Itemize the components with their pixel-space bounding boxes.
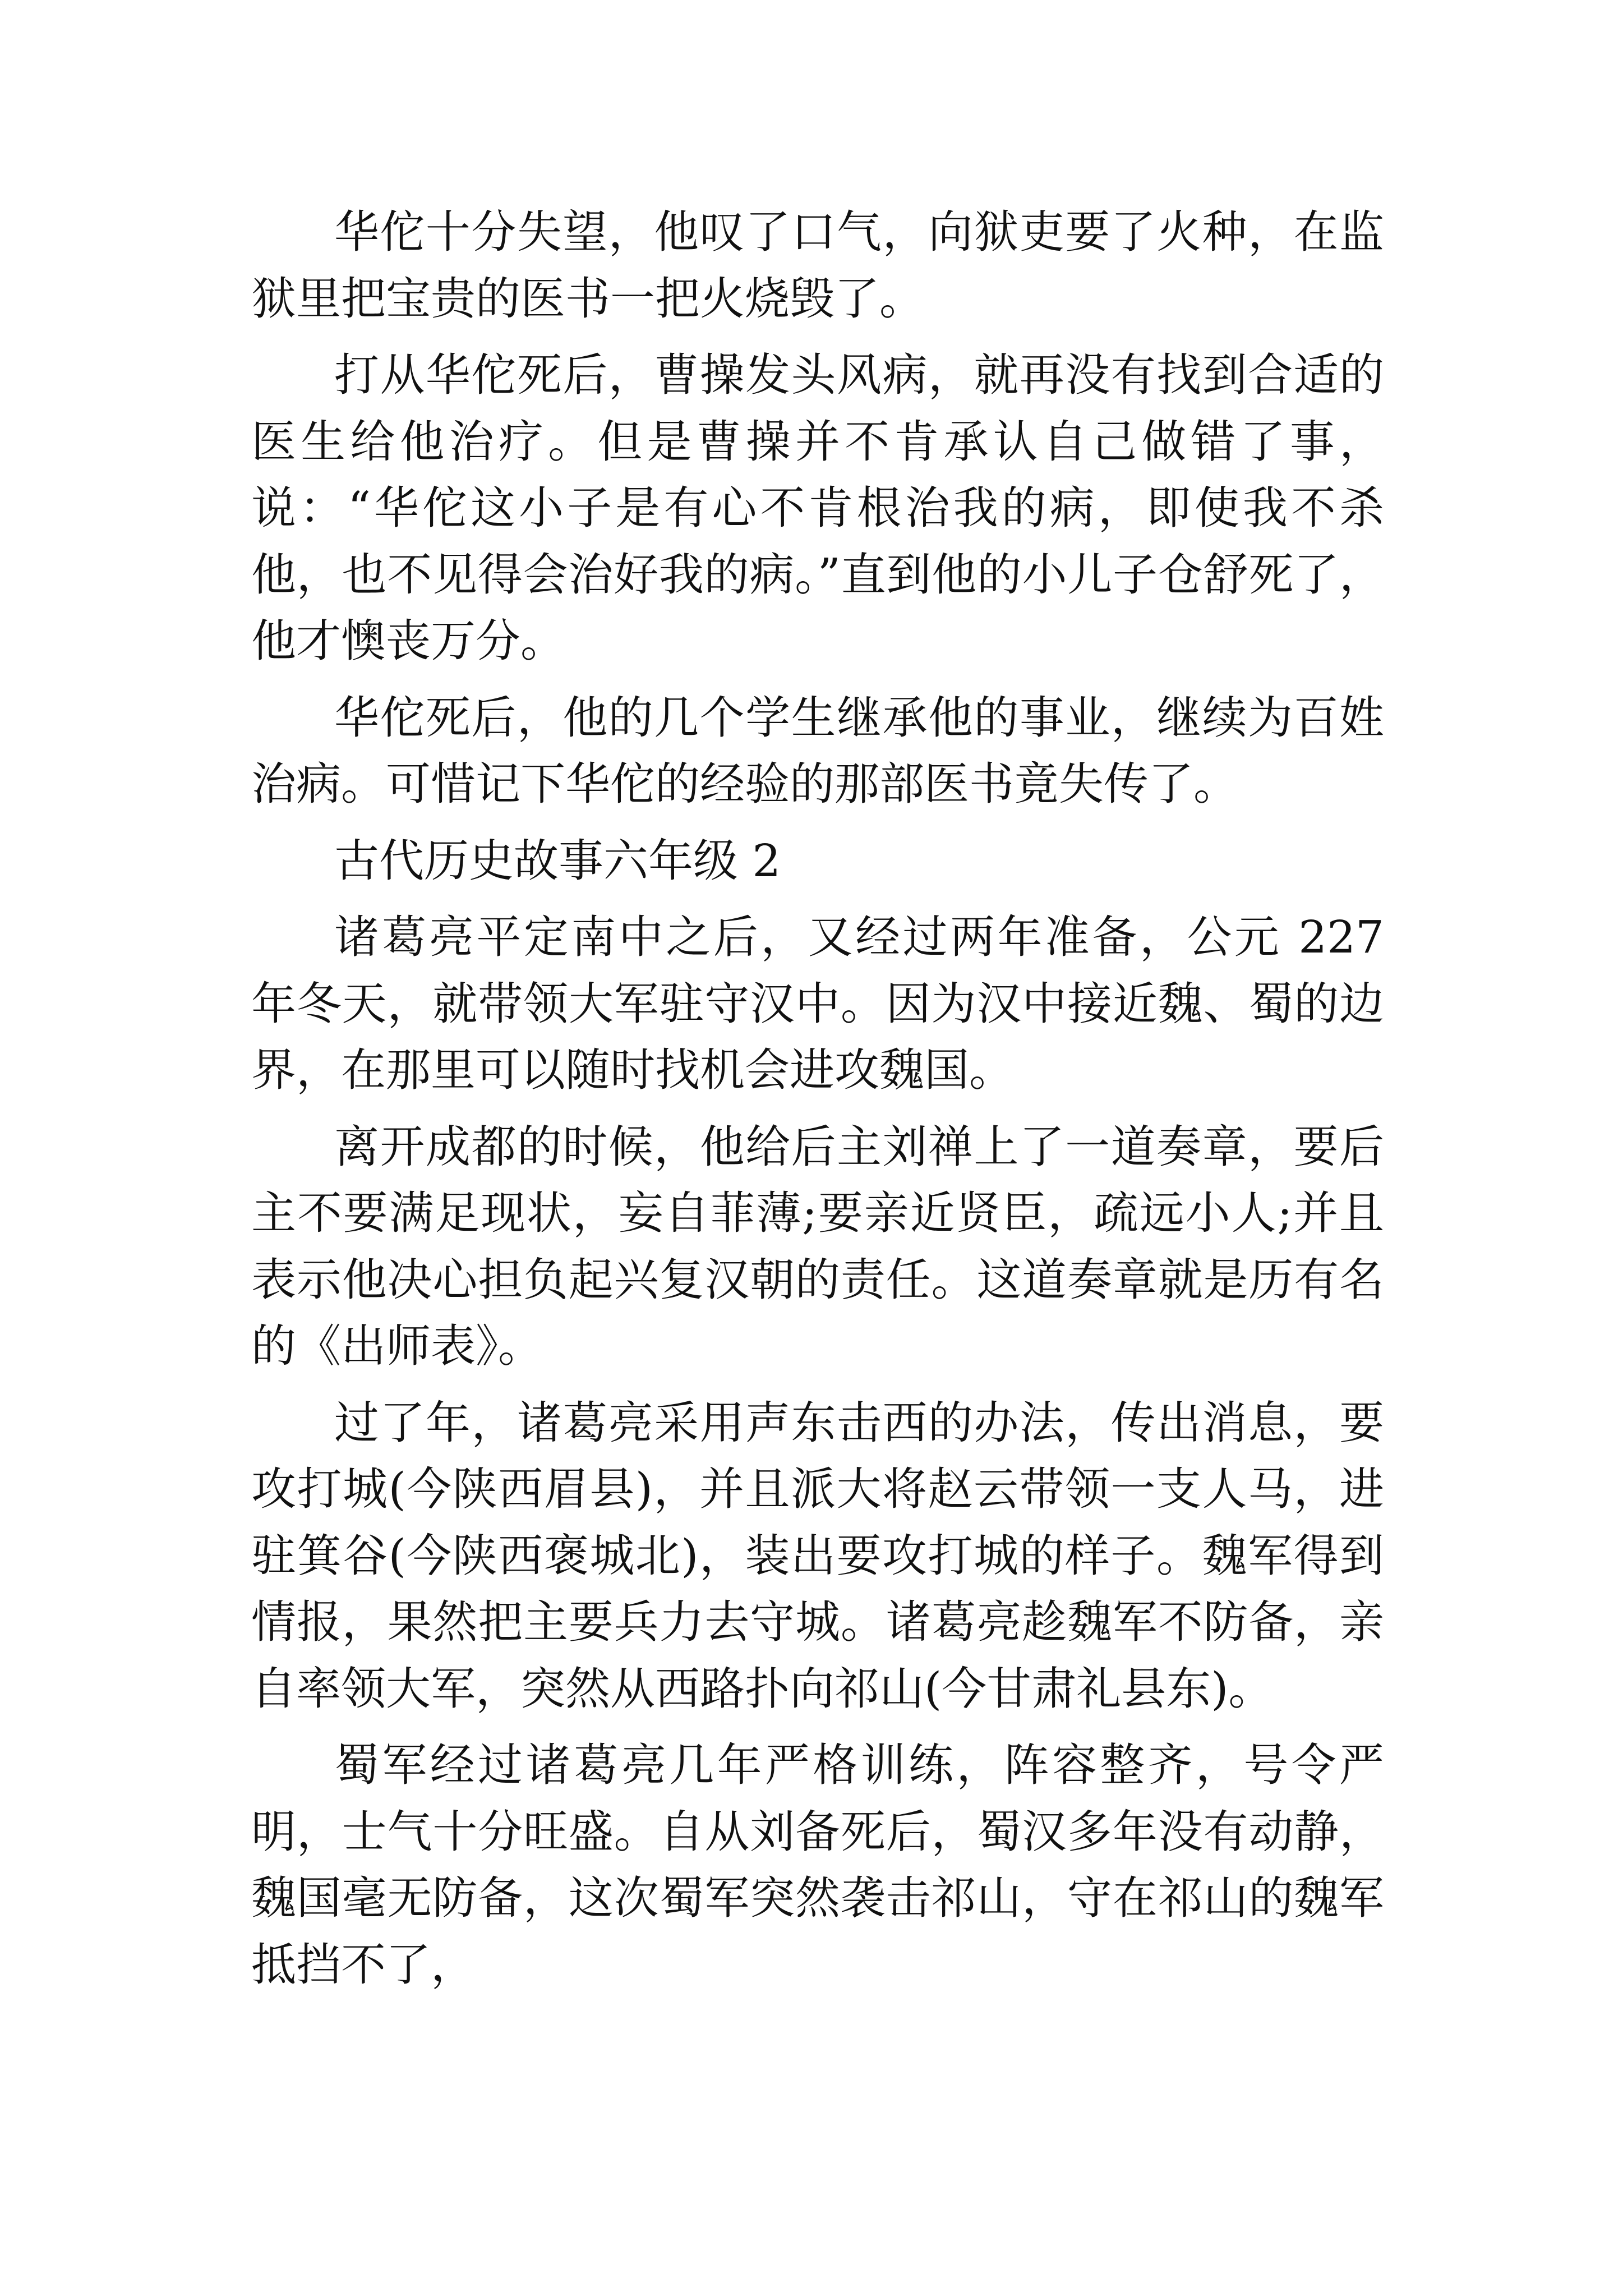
paragraph-cao-cao-regret: 打从华佗死后，曹操发头风病，就再没有找到合适的医生给他治疗。但是曹操并不肯承认自己做错了事，说：“华佗这小子是有心不肯根治我的病，即使我不杀他，也不见得会治好我的病。”直到他的小儿子仓舒死了，他才懊丧万分。 — [251, 349, 1384, 667]
paragraph-students-continue: 华佗死后，他的几个学生继承他的事业，继续为百姓治病。可惜记下华佗的经验的那部医书竟失传了。 — [251, 691, 1384, 810]
section-title: 古代历史故事六年级 2 — [334, 834, 781, 887]
paragraph-shu-army-qishan: 蜀军经过诸葛亮几年严格训练，阵容整齐，号令严明，士气十分旺盛。自从刘备死后，蜀汉多年没有动静，魏国毫无防备，这次蜀军突然袭击祁山，守在祁山的魏军抵挡不了， — [251, 1739, 1384, 1991]
paragraph-chu-shi-biao: 离开成都的时候，他给后主刘禅上了一道奏章，要后主不要满足现状，妄自菲薄;要亲近贤臣，疏远小人;并且表示他决心担负起兴复汉朝的责任。这道奏章就是历有名的《出师表》。 — [251, 1120, 1384, 1372]
paragraph-zhuge-liang-hanzhong: 诸葛亮平定南中之后，又经过两年准备，公元 227 年冬天，就带领大军驻守汉中。因为汉中接近魏、蜀的边界，在那里可以随时找机会进攻魏国。 — [251, 911, 1384, 1096]
document-body — [251, 199, 1384, 2008]
paragraph-hua-tuo-burns-book: 华佗十分失望，他叹了口气，向狱吏要了火种，在监狱里把宝贵的医书一把火烧毁了。 — [251, 206, 1384, 325]
paragraph-feint-attack: 过了年，诸葛亮采用声东击西的办法，传出消息，要攻打城(今陕西眉县)，并且派大将赵云带领一支人马，进驻箕谷(今陕西褒城北)，装出要攻打城的样子。魏军得到情报，果然把主要兵力去守城。诸葛亮趁魏军不防备，亲自率领大军，突然从西路扑向祁山(今甘肃礼县东)。 — [251, 1396, 1384, 1715]
